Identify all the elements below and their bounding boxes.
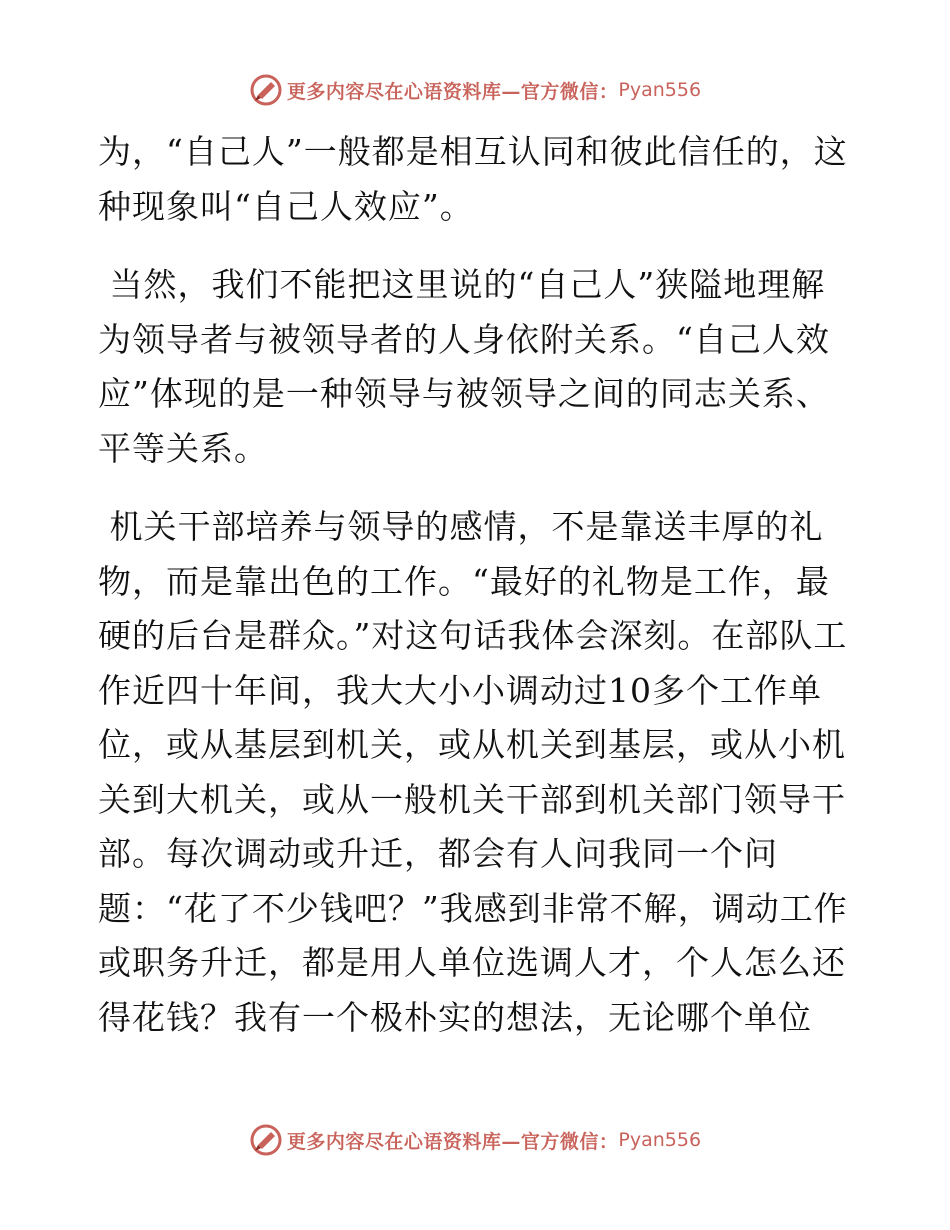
paragraph: 为，“自己人”一般都是相互认同和彼此信任的，这种现象叫“自己人效应”。 xyxy=(98,132,848,226)
paragraph: 当然，我们不能把这里说的“自己人”狭隘地理解为领导者与被领导者的人身依附关系。“自己人效应”体现的是一种领导与被领导之间的同志关系、平等关系。 xyxy=(98,265,830,468)
pen-logo-icon xyxy=(249,73,283,107)
watermark-text: 更多内容尽在心语资料库—官方微信： xyxy=(286,80,619,103)
pen-logo-icon xyxy=(249,1123,283,1157)
header-watermark xyxy=(0,70,950,110)
document-body xyxy=(98,125,858,1045)
watermark-wechat-id: Pyan556 xyxy=(618,1129,702,1151)
watermark-wechat-id: Pyan556 xyxy=(618,79,702,101)
footer-watermark xyxy=(0,1120,950,1160)
watermark-text: 更多内容尽在心语资料库—官方微信： xyxy=(286,1130,619,1153)
paragraph: 机关干部培养与领导的感情，不是靠送丰厚的礼物，而是靠出色的工作。“最好的礼物是工作，最硬的后台是群众。”对这句话我体会深刻。在部队工作近四十年间，我大大小小调动过10多个工作单位，或从基层到机关，或从机关到基层，或从小机关到大机关，或从一般机关干部到机关部门领导干部。每次调动或升迁，都会有人问我同一个问题：“花了不少钱吧？”我感到非常不解，调动工作或职务升迁，都是用人单位选调人才，个人怎么还得花钱？我有一个极朴实的想法，无论哪个单位 xyxy=(98,507,848,1037)
